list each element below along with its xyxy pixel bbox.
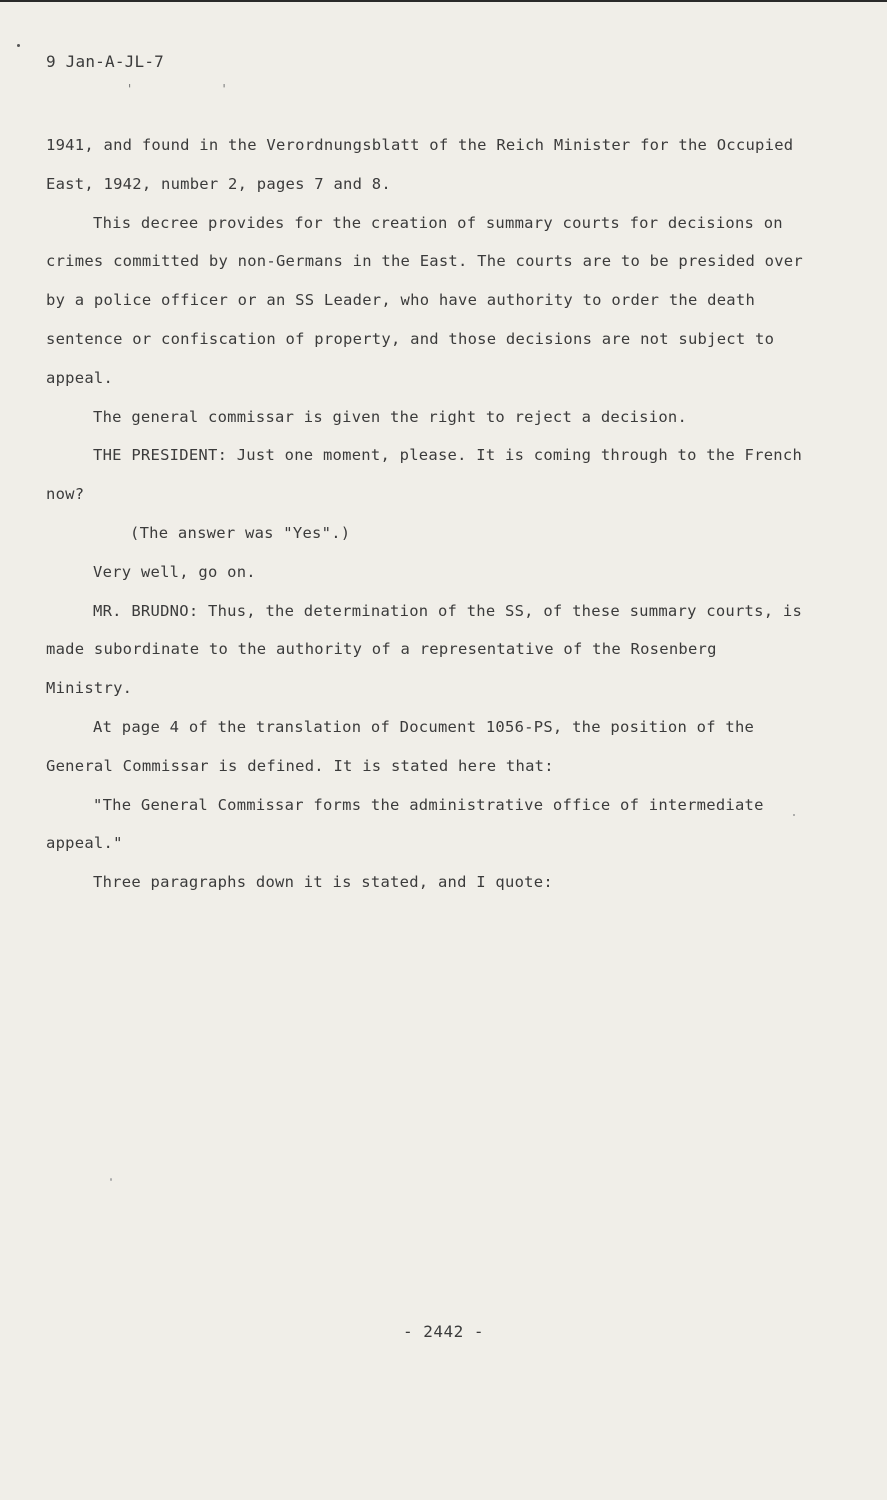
paragraph-answer: (The answer was "Yes".) bbox=[130, 523, 351, 542]
page-number: - 2442 - bbox=[402, 1322, 485, 1341]
paragraph-go-on: Very well, go on. bbox=[93, 562, 256, 581]
typewriter-marks: ' ' bbox=[126, 82, 268, 96]
transcript-body bbox=[46, 126, 806, 902]
paragraph-president: THE PRESIDENT: Just one moment, please. It is coming through to the French now? bbox=[46, 446, 803, 504]
paragraph-commissar-right: The general commissar is given the right to reject a decision. bbox=[93, 407, 688, 426]
paragraph-decree: This decree provides for the creation of summary courts for decisions on crimes committed by non-Germans in the East. The courts are to be presided over by a police officer or an SS Leader, who have authority to order the death sentence or confiscation of property, and those decisions are not subject to appeal. bbox=[46, 213, 803, 387]
paragraph-continuation: 1941, and found in the Verordnungsblatt of the Reich Minister for the Occupied East, 1942, number 2, pages 7 and 8. bbox=[46, 136, 794, 193]
paragraph-three-down: Three paragraphs down it is stated, and I quote: bbox=[93, 873, 553, 892]
paragraph-quote: "The General Commissar forms the administrative office of intermediate appeal." bbox=[46, 795, 764, 853]
paragraph-document-ref: At page 4 of the translation of Document 1056-PS, the position of the General Commissar is defined. It is stated here that: bbox=[46, 717, 755, 775]
paper-speck bbox=[17, 44, 20, 47]
page-reference-header: 9 Jan-A-JL-7 bbox=[46, 52, 164, 71]
paragraph-brudno: MR. BRUDNO: Thus, the determination of the SS, of these summary courts, is made subordinate to the authority of a representative of the Rosenberg Ministry. bbox=[46, 601, 803, 698]
paper-speck bbox=[110, 1178, 112, 1181]
